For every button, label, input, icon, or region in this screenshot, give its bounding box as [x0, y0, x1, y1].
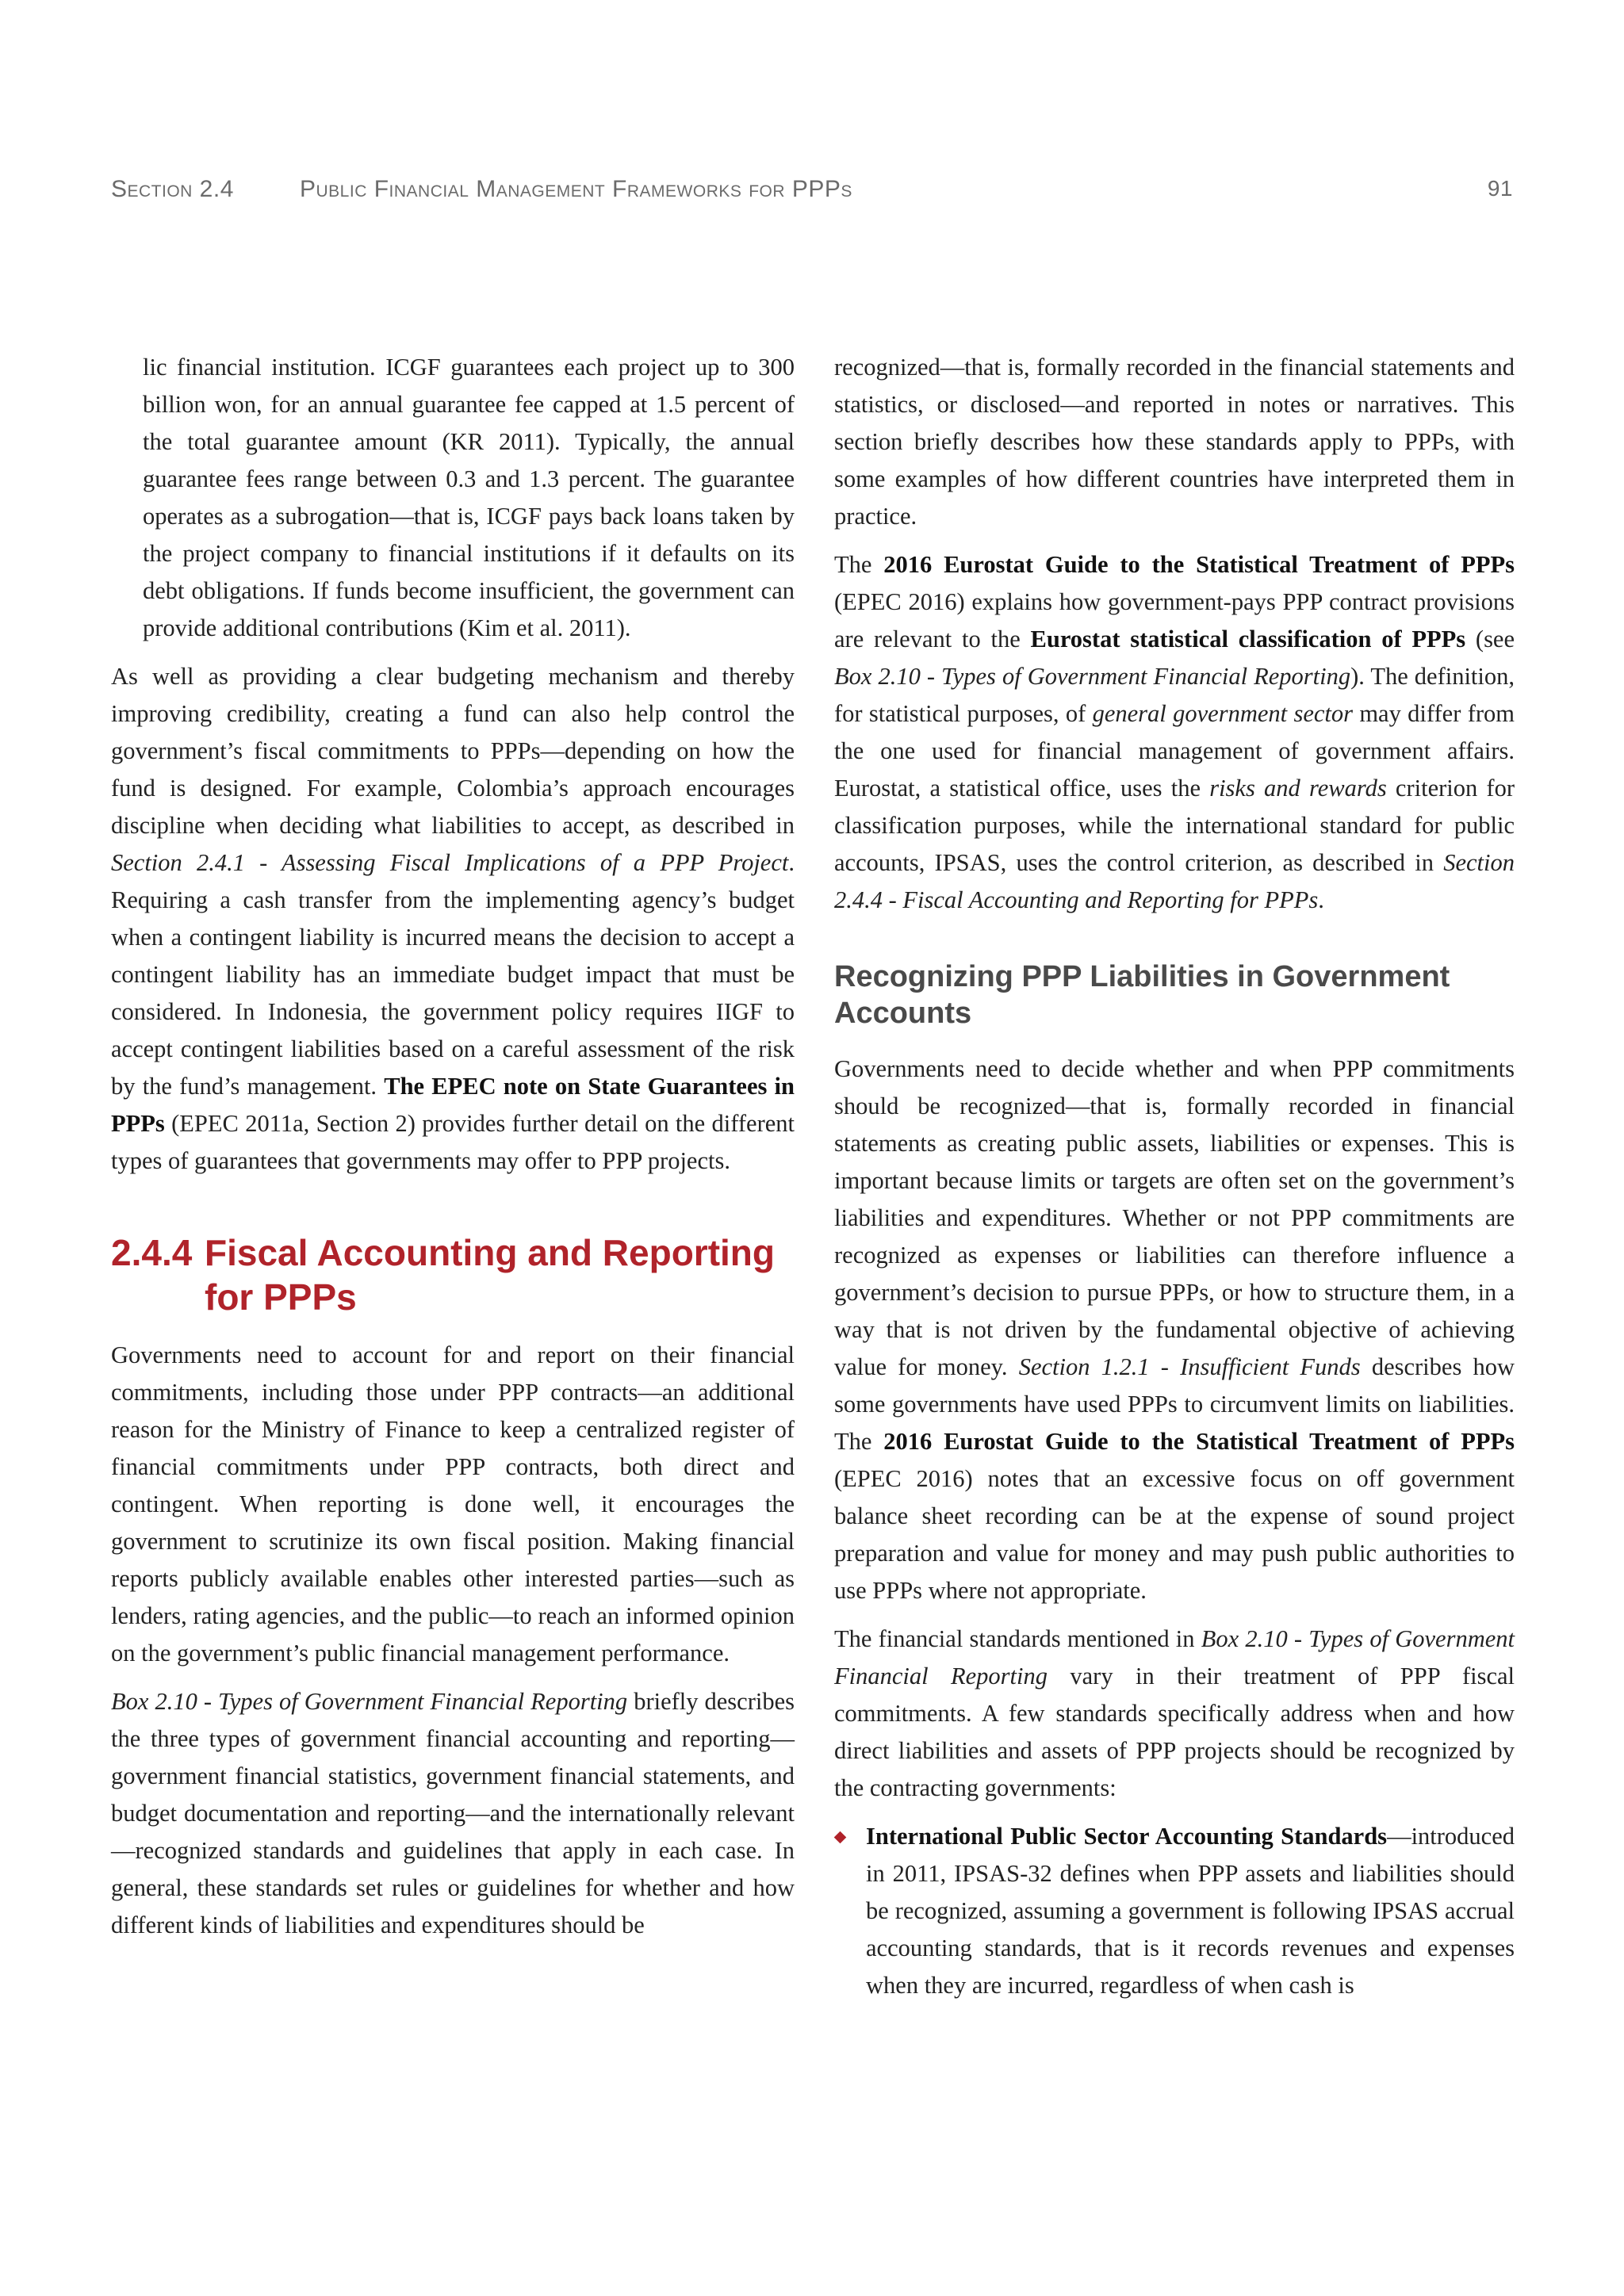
section-heading-text: Fiscal Accounting and Reporting for PPPs — [205, 1232, 775, 1318]
text-run: vary in their treatment of PPP fiscal commitments. A few standards specifically address when and how direct liabilities and assets of PPP projects should be recognized by the contracting governments: — [834, 1663, 1515, 1801]
eurostat-guide-reference: 2016 Eurostat Guide to the Statistical Treatment of PPPs — [883, 551, 1515, 578]
section-reference: Section 1.2.1 - Insufficient Funds — [1018, 1353, 1361, 1380]
text-run: (see — [1465, 626, 1515, 652]
header-title: Public Financial Management Frameworks for PPPs — [300, 176, 852, 202]
epec-note-reference: The EPEC note on State Guarantees in PPPs — [111, 1073, 795, 1137]
right-column — [834, 349, 1515, 2015]
paragraph-account-report: Governments need to account for and report on their financial commitments, including those under PPP contracts—an additional reason for the Ministry of Finance to keep a centralized register of financial commitments under PPP contracts, both direct and contingent. When reporting is done well, it encourages the government to scrutinize its own fiscal position. Making financial reports publicly available enables other interested parties—such as lenders, rating agencies, and the public—to reach an informed opinion on the government’s public financial management performance. — [111, 1341, 795, 1667]
running-header — [111, 176, 1513, 208]
box-reference: Box 2.10 - Types of Government Financial Reporting — [111, 1688, 628, 1715]
eurostat-classification-reference: Eurostat statistical classification of PPPs — [1030, 626, 1466, 652]
text-run: may differ from the one used for financial management of government affairs. Eurostat, a statistical office, uses the — [834, 700, 1515, 802]
bullet-title: International Public Sector Accounting Standards — [866, 1823, 1388, 1850]
text-run: The — [834, 551, 884, 578]
paragraph-recognized: recognized—that is, formally recorded in the financial statements and statistics, or disclosed—and reported in notes or narratives. This section briefly describes how these standards apply to PPPs, with some examples of how different countries have interpreted them in practice. — [834, 354, 1515, 530]
diamond-bullet-icon — [834, 1831, 847, 1844]
box-reference: Box 2.10 - Types of Government Financial Reporting — [834, 1625, 1515, 1689]
text-run: . Requiring a cash transfer from the implementing agency’s budget when a contingent liability is incurred means the decision to accept a contingent liability has an immediate budget impact that must be considered. In Indonesia, the government policy requires IIGF to accept contingent liabilities based on a careful assessment of the risk by the fund’s management. — [111, 849, 795, 1100]
bullet-item-ipsas — [834, 1818, 1515, 2004]
text-run: Governments need to decide whether and when PPP commitments should be recognized—that is, formally recorded in financial statements as creating public assets, liabilities or expenses. This is important because limits or targets are often set on the government’s liabilities and expenditures. Whether or not PPP commitments are recognized as expenses or liabilities can therefore influence a government’s decision to pursue PPPs, or how to structure them, in a way that is not driven by the fundamental objective of achieving value for money. — [834, 1055, 1515, 1380]
section-reference: Section 2.4.1 - Assessing Fiscal Implications of a PPP Project — [111, 849, 789, 876]
section-reference: Section 2.4.4 - Fiscal Accounting and Reporting for PPPs — [834, 849, 1515, 913]
italic-term: general government sector — [1092, 700, 1353, 727]
paragraph-eurostat — [834, 546, 1515, 919]
paragraph-recognition — [834, 1050, 1515, 1609]
left-column — [111, 349, 795, 1955]
section-heading-number: 2.4.4 — [111, 1232, 193, 1273]
text-run: ). The definition, for statistical purposes, of — [834, 663, 1515, 727]
text-run: —introduced in 2011, IPSAS-32 defines when PPP assets and liabilities should be recognized, assuming a government is following IPSAS accrual accounting standards, that is it records revenues and expenses when they are incurred, regardless of when cash is — [866, 1823, 1515, 1999]
text-run: . — [1318, 886, 1324, 913]
box-reference: Box 2.10 - Types of Government Financial Reporting — [834, 663, 1351, 690]
subheading: Recognizing PPP Liabilities in Government Accounts — [834, 960, 1450, 1030]
page-number: 91 — [1487, 176, 1513, 201]
italic-term: risks and rewards — [1209, 775, 1387, 802]
text-run: The financial standards mentioned in — [834, 1625, 1201, 1652]
text-run: As well as providing a clear budgeting mechanism and thereby improving credibility, creating a fund can also help control the government’s fiscal commitments to PPPs—depending on how the fund is designed. For example, Colombia’s approach encourages discipline when deciding what liabilities to accept, as described in — [111, 663, 795, 839]
text-run: (EPEC 2016) explains how government-pays PPP contract provisions are relevant to the — [834, 588, 1515, 652]
paragraph-box-reference — [111, 1683, 795, 1944]
text-run: (EPEC 2011a, Section 2) provides further detail on the different types of guarantees that governments may offer to PPP projects. — [111, 1110, 795, 1174]
text-run: describes how some governments have used PPPs to circumvent limits on liabilities. The — [834, 1353, 1515, 1455]
eurostat-guide-reference: 2016 Eurostat Guide to the Statistical Treatment of PPPs — [883, 1428, 1515, 1455]
paragraph-fund-control — [111, 658, 795, 1180]
indented-paragraph — [111, 349, 795, 647]
header-section: Section 2.4 — [111, 176, 234, 202]
indented-paragraph-text: lic financial institution. ICGF guarantees each project up to 300 billion won, for an annual guarantee fee capped at 1.5 percent of the total guarantee amount (KR 2011). Typically, the annual guarantee fees range between 0.3 and 1.3 percent. The guarantee operates as a subrogation—that is, ICGF pays back loans taken by the project company to financial institutions if it defaults on its debt obligations. If funds become insufficient, the government can provide additional contributions (Kim et al. 2011). — [143, 354, 795, 641]
section-heading — [111, 1230, 795, 1319]
text-run: (EPEC 2016) notes that an excessive focus on off government balance sheet recording can be at the expense of sound project preparation and value for money and may push public authorities to use PPPs where not appropriate. — [834, 1465, 1515, 1604]
text-run: criterion for classification purposes, while the international standard for public accounts, IPSAS, uses the control criterion, as described in — [834, 775, 1515, 876]
text-run: briefly describes the three types of government financial accounting and reporting—government financial statistics, government financial statements, and budget documentation and reporting—and the internationally relevant—recognized standards and guidelines that apply in each case. In general, these standards set rules or guidelines for whether and how different kinds of liabilities and expenditures should be — [111, 1688, 795, 1938]
paragraph-standards — [834, 1621, 1515, 1807]
